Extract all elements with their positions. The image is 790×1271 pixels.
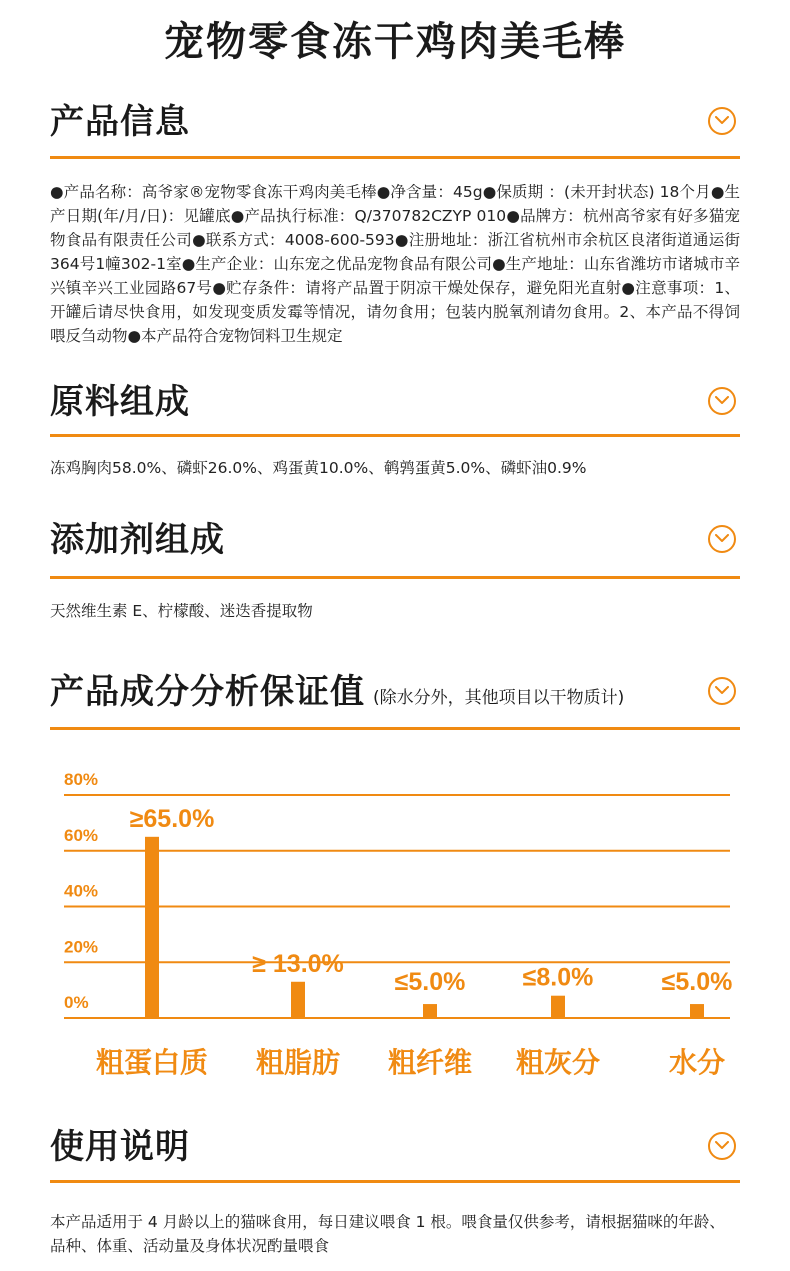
category-label: 粗蛋白质 <box>95 1046 209 1079</box>
y-tick-label: 80% <box>64 770 99 789</box>
section-divider <box>50 434 740 437</box>
y-tick-label: 40% <box>64 881 99 901</box>
data-label: ≤5.0% <box>394 967 466 996</box>
section-divider <box>50 727 740 730</box>
bar <box>291 982 305 1018</box>
data-label: ≥ 13.0% <box>252 949 344 978</box>
section-note: (除水分外，其他项目以干物质计) <box>373 688 625 708</box>
ingredients-text: 冻鸡胸肉58.0%、磷虾26.0%、鸡蛋黄10.0%、鹌鹑蛋黄5.0%、磷虾油0.9% <box>50 459 587 477</box>
bar <box>423 1004 437 1018</box>
data-label: ≤5.0% <box>661 967 733 996</box>
category-label: 粗纤维 <box>387 1046 473 1079</box>
data-label: ≥65.0% <box>129 804 215 833</box>
section-title: 使用说明 <box>50 1127 190 1167</box>
usage-text: 本产品适用于 4 月龄以上的猫咪食用，每日建议喂食 1 根。喂食量仅供参考，请根据猫咪的年龄、品种、体重、活动量及身体状况酌量喂食 <box>50 1213 725 1255</box>
category-label: 水分 <box>668 1046 726 1079</box>
bar <box>690 1004 704 1018</box>
section-divider <box>50 156 740 159</box>
section-divider <box>50 1180 740 1183</box>
bar <box>145 837 159 1018</box>
y-tick-label: 20% <box>64 937 99 957</box>
section-title: 产品信息 <box>50 102 190 142</box>
chevron-down-icon[interactable] <box>708 1132 736 1160</box>
product-info-text: ●产品名称：高爷家®宠物零食冻干鸡肉美毛棒●净含量：45g●保质期 ：(未开封状态) 18个月●生产日期(年/月/日)：见罐底●产品执行标准：Q/370782CZYP 010●品牌方：杭州高爷家有好多猫宠物食品有限责任公司●联系方式：4008-600-593●注册地址：浙江省杭州市余杭区良渚街道通运街364号1幢302-1室●生产企业：山东宠之优品宠物食品有限公司●生产地址：山东省潍坊市诸城市辛兴镇辛兴工业园路67号●贮存条件：请将产品置于阴凉干燥处保存，避免阳光直射●注意事项：1、开罐后请尽快食用，如发现变质发霉等情况，请勿食用；包装内脱氧剂请勿食用。2、本产品不得饲喂反刍动物●本产品符合宠物饲料卫生规定 <box>50 183 740 345</box>
page-title: 宠物零食冻干鸡肉美毛棒 <box>164 19 626 65</box>
chevron-down-icon[interactable] <box>708 387 736 415</box>
chevron-down-icon[interactable] <box>708 107 736 135</box>
chart-canvas <box>50 750 740 1090</box>
chevron-down-icon[interactable] <box>708 525 736 553</box>
section-divider <box>50 576 740 579</box>
section-title: 添加剂组成 <box>50 520 225 560</box>
section-title-text: 产品成分分析保证值 <box>50 672 365 712</box>
additives-text: 天然维生素 E、柠檬酸、迷迭香提取物 <box>50 602 313 620</box>
section-title: 原料组成 <box>50 382 190 422</box>
section-title <box>50 670 624 720</box>
y-tick-label: 60% <box>64 825 99 845</box>
category-label: 粗灰分 <box>515 1046 601 1079</box>
bar <box>551 996 565 1018</box>
chevron-down-icon[interactable] <box>708 677 736 705</box>
y-tick-label: 0% <box>64 993 89 1012</box>
nutrient-bar-chart <box>50 750 740 1090</box>
data-label: ≤8.0% <box>522 963 594 992</box>
category-label: 粗脂肪 <box>255 1046 341 1079</box>
